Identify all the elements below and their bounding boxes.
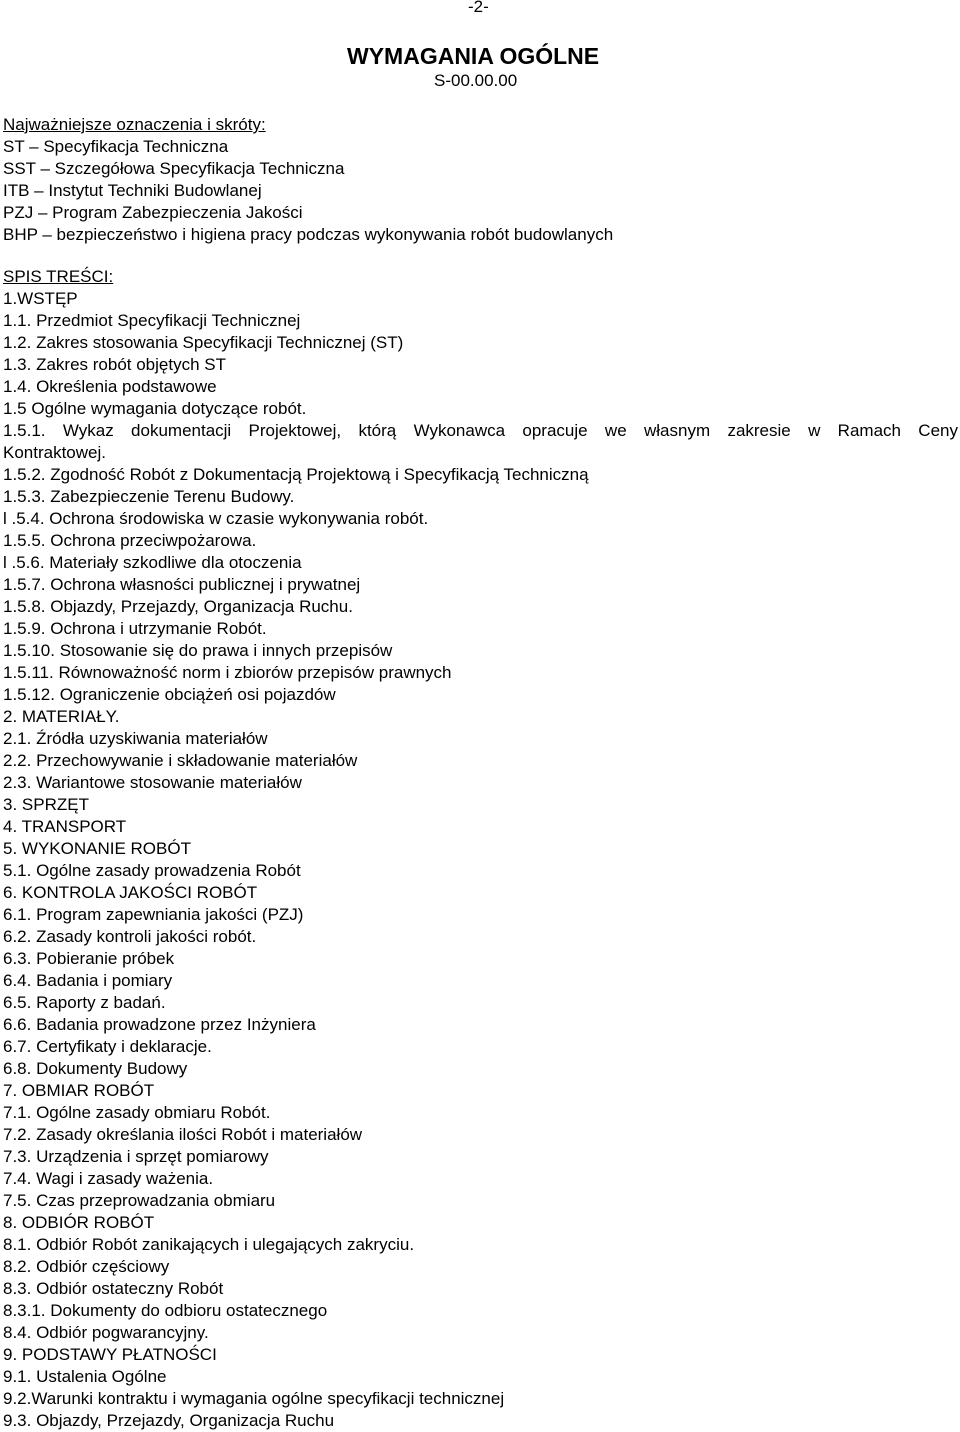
toc-item: 1.5.10. Stosowanie się do prawa i innych przepisów <box>3 641 393 660</box>
toc-item: 1.5.9. Ochrona i utrzymanie Robót. <box>3 619 267 638</box>
toc-item: 1.5.12. Ograniczenie obciążeń osi pojazdów <box>3 685 336 704</box>
toc-item: Kontraktowej. <box>3 443 106 462</box>
toc-item: 1.5.2. Zgodność Robót z Dokumentacją Projektową i Specyfikacją Techniczną <box>3 465 589 484</box>
toc-item: 7.1. Ogólne zasady obmiaru Robót. <box>3 1103 271 1122</box>
document-title: WYMAGANIA OGÓLNE <box>347 43 600 69</box>
toc-item: 7.2. Zasady określania ilości Robót i materiałów <box>3 1125 363 1144</box>
toc-item: 1.WSTĘP <box>3 289 78 308</box>
toc-item: 8.3. Odbiór ostateczny Robót <box>3 1279 224 1298</box>
abbreviation-item: ST – Specyfikacja Techniczna <box>3 137 229 156</box>
toc-item: 6.8. Dokumenty Budowy <box>3 1059 188 1078</box>
toc-item: 7.4. Wagi i zasady ważenia. <box>3 1169 214 1188</box>
abbreviation-item: BHP – bezpieczeństwo i higiena pracy podczas wykonywania robót budowlanych <box>3 225 614 244</box>
toc-item: 1.5.8. Objazdy, Przejazdy, Organizacja Ruchu. <box>3 597 353 616</box>
toc-item: 7.5. Czas przeprowadzania obmiaru <box>3 1191 276 1210</box>
toc-item: 9. PODSTAWY PŁATNOŚCI <box>3 1345 217 1364</box>
abbreviation-item: ITB – Instytut Techniki Budowlanej <box>3 181 262 200</box>
toc-item: 2. MATERIAŁY. <box>3 707 120 726</box>
toc-item: 6.5. Raporty z badań. <box>3 993 166 1012</box>
toc-item: 1.5.3. Zabezpieczenie Terenu Budowy. <box>3 487 295 506</box>
abbreviation-item: SST – Szczegółowa Specyfikacja Techniczna <box>3 159 345 178</box>
toc-item: 1.5.11. Równoważność norm i zbiorów przepisów prawnych <box>3 663 452 682</box>
toc-item: 8. ODBIÓR ROBÓT <box>3 1213 155 1232</box>
toc-item: 6.2. Zasady kontroli jakości robót. <box>3 927 257 946</box>
page-number: -2- <box>468 0 489 16</box>
toc-item: 1.3. Zakres robót objętych ST <box>3 355 226 374</box>
toc-item: l .5.4. Ochrona środowiska w czasie wykonywania robót. <box>3 509 429 528</box>
toc-item: 9.2.Warunki kontraktu i wymagania ogólne specyfikacji technicznej <box>3 1389 505 1408</box>
toc-item: 6. KONTROLA JAKOŚCI ROBÓT <box>3 883 258 902</box>
toc-item: 6.4. Badania i pomiary <box>3 971 173 990</box>
toc-item: 5.1. Ogólne zasady prowadzenia Robót <box>3 861 301 880</box>
toc-item: 4. TRANSPORT <box>3 817 127 836</box>
toc-item: 7. OBMIAR ROBÓT <box>3 1081 155 1100</box>
toc-item: 1.1. Przedmiot Specyfikacji Technicznej <box>3 311 301 330</box>
toc-item: 1.5.7. Ochrona własności publicznej i prywatnej <box>3 575 361 594</box>
toc-item: 3. SPRZĘT <box>3 795 89 814</box>
toc-item: 1.2. Zakres stosowania Specyfikacji Technicznej (ST) <box>3 333 404 352</box>
toc-item: 9.1. Ustalenia Ogólne <box>3 1367 167 1386</box>
toc-item: l .5.6. Materiały szkodliwe dla otoczenia <box>3 553 302 572</box>
toc-item: 6.6. Badania prowadzone przez Inżyniera <box>3 1015 316 1034</box>
abbreviation-item: PZJ – Program Zabezpieczenia Jakości <box>3 203 303 222</box>
toc-item: 2.2. Przechowywanie i składowanie materiałów <box>3 751 358 770</box>
table-of-contents <box>3 266 958 1432</box>
abbreviations-heading: Najważniejsze oznaczenia i skróty: <box>3 115 266 134</box>
toc-item: 1.5.1. Wykaz dokumentacji Projektowej, którą Wykonawca opracuje we własnym zakresie w Ramach Ceny <box>3 421 958 440</box>
toc-item: 9.3. Objazdy, Przejazdy, Organizacja Ruchu <box>3 1411 335 1430</box>
abbreviations-section <box>3 114 953 246</box>
toc-item: 8.3.1. Dokumenty do odbioru ostatecznego <box>3 1301 328 1320</box>
toc-item: 6.1. Program zapewniania jakości (PZJ) <box>3 905 304 924</box>
toc-item: 1.5.5. Ochrona przeciwpożarowa. <box>3 531 257 550</box>
toc-item: 2.1. Źródła uzyskiwania materiałów <box>3 729 268 748</box>
toc-item: 7.3. Urządzenia i sprzęt pomiarowy <box>3 1147 269 1166</box>
toc-item: 8.1. Odbiór Robót zanikających i ulegających zakryciu. <box>3 1235 415 1254</box>
toc-item: 6.7. Certyfikaty i deklaracje. <box>3 1037 212 1056</box>
toc-item: 1.4. Określenia podstawowe <box>3 377 217 396</box>
toc-item: 1.5 Ogólne wymagania dotyczące robót. <box>3 399 307 418</box>
toc-heading: SPIS TREŚCI: <box>3 267 114 286</box>
toc-item: 8.4. Odbiór pogwarancyjny. <box>3 1323 209 1342</box>
specification-code: S-00.00.00 <box>434 71 518 90</box>
toc-item: 8.2. Odbiór częściowy <box>3 1257 170 1276</box>
toc-item: 2.3. Wariantowe stosowanie materiałów <box>3 773 302 792</box>
toc-list <box>3 288 958 1432</box>
toc-item: 6.3. Pobieranie próbek <box>3 949 175 968</box>
toc-item: 5. WYKONANIE ROBÓT <box>3 839 191 858</box>
